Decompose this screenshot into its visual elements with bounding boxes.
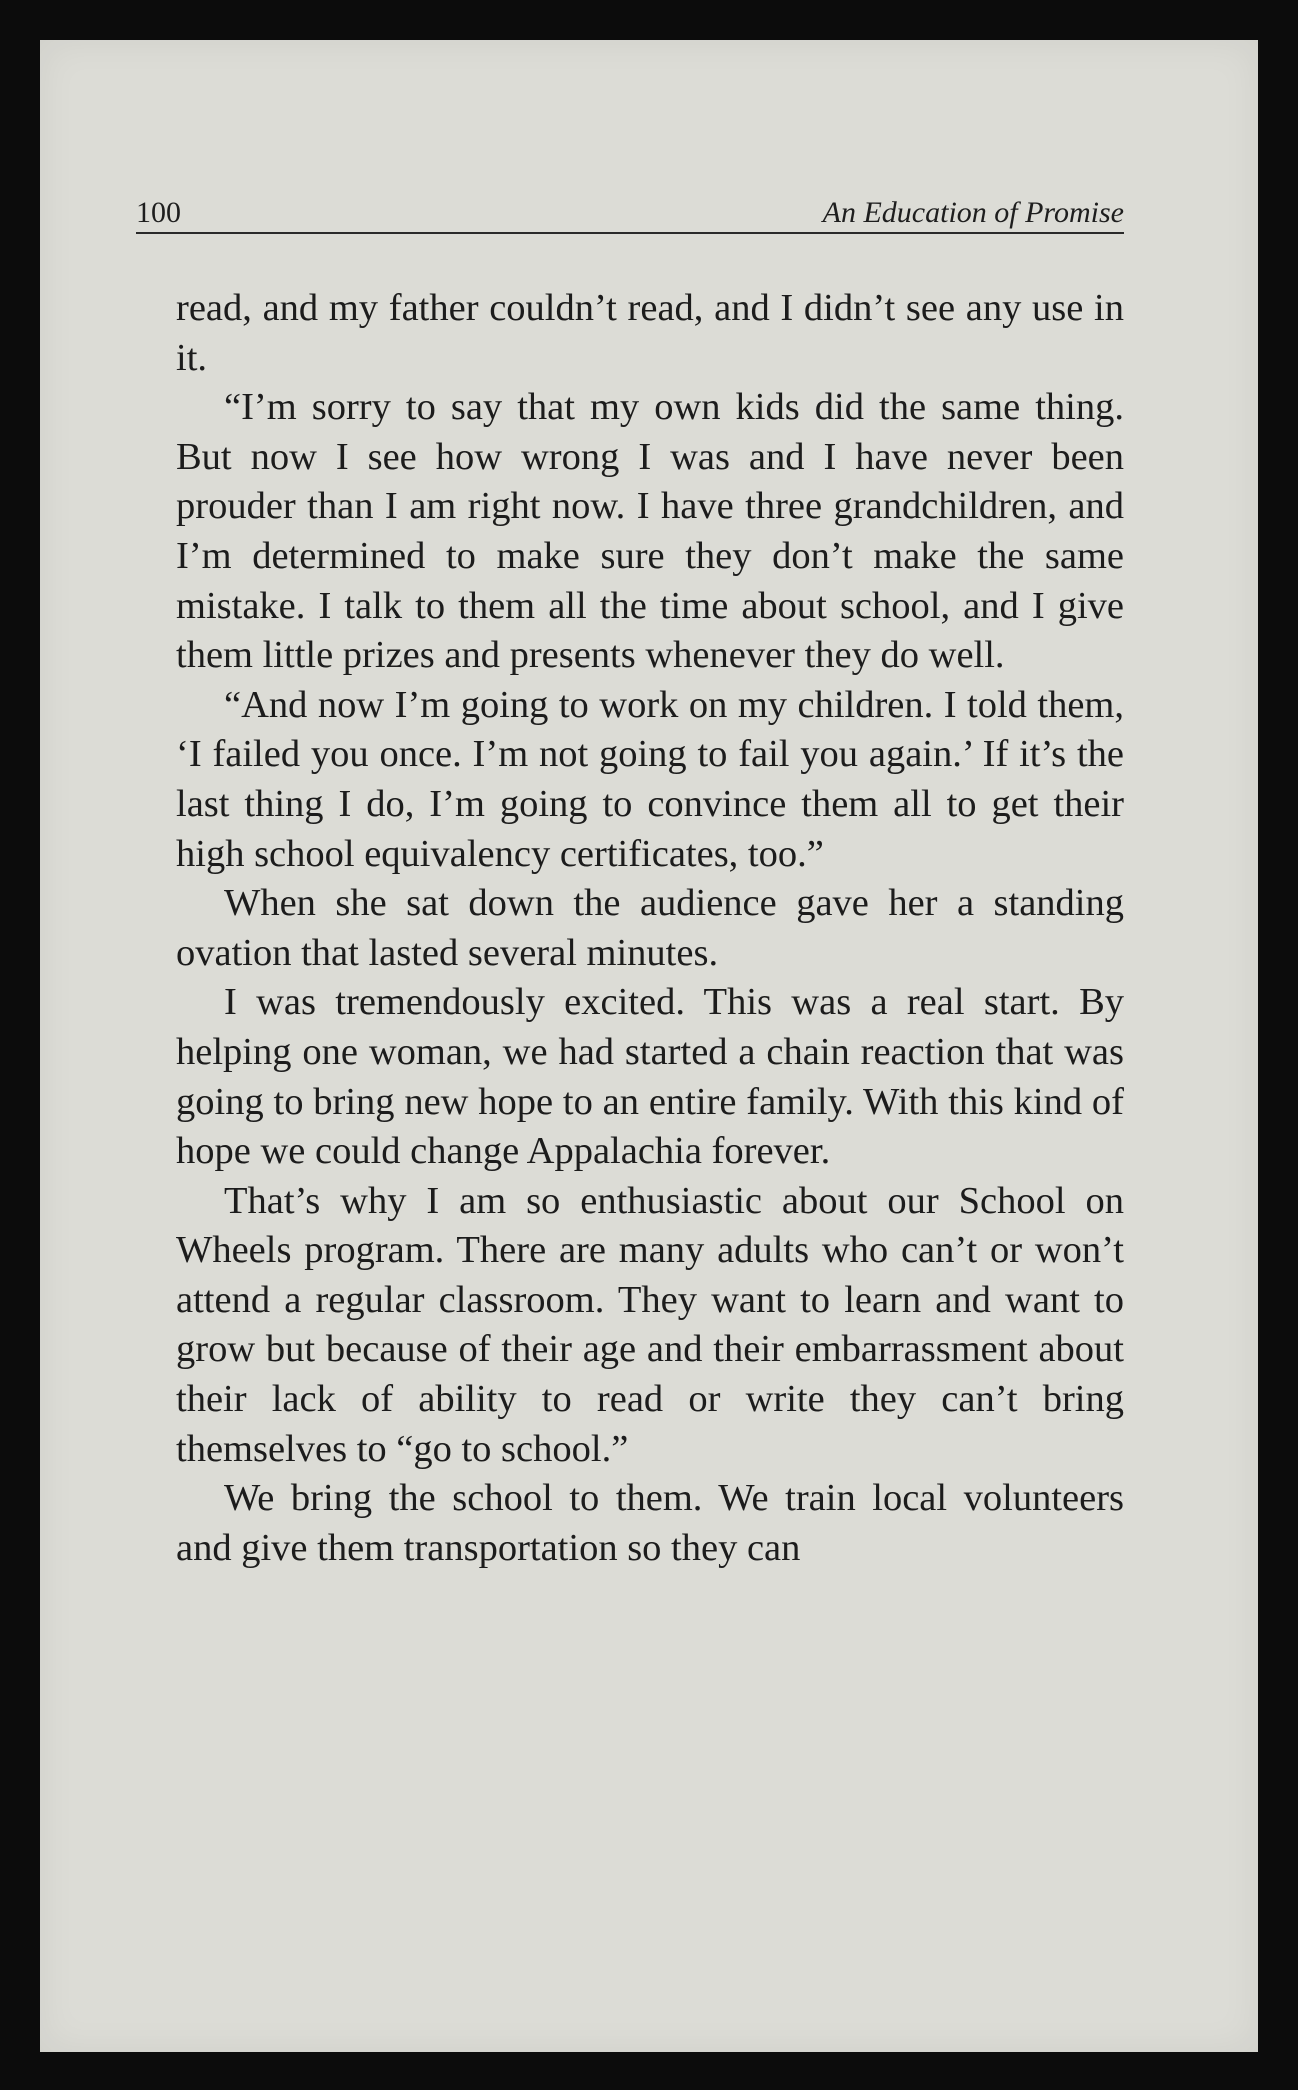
paragraph: I was tremendously excited. This was a real start. By helping one woman, we had started a chain reaction that was going to bring new hope to an entire family. With this kind of hope we could change Appalachia forever. <box>176 981 1124 1173</box>
paragraph: read, and my father couldn’t read, and I didn’t see any use in it. <box>176 287 1124 379</box>
paragraph: That’s why I am so enthusiastic about our School on Wheels program. There are many adults who can’t or won’t attend a regular classroom. They want to learn and want to grow but because of their age and their embarrassment about their lack of ability to read or write they can’t bring themselves to “go to school.” <box>176 1179 1124 1470</box>
page-number: 100 <box>136 196 181 229</box>
body-text <box>176 284 1124 1573</box>
paragraph: “And now I’m going to work on my children. I told them, ‘I failed you once. I’m not going to fail you again.’ If it’s the last thing I do, I’m going to convince them all to get their high school equivalency certificates, too.” <box>176 683 1124 875</box>
running-title: An Education of Promise <box>822 196 1124 229</box>
paragraph: When she sat down the audience gave her a standing ovation that lasted several minutes. <box>176 882 1124 974</box>
paragraph: We bring the school to them. We train local volunteers and give them transportation so they can <box>176 1477 1124 1569</box>
page-header <box>136 190 1124 234</box>
paragraph: “I’m sorry to say that my own kids did the same thing. But now I see how wrong I was and I have never been prouder than I am right now. I have three grandchildren, and I’m determined to make sure they don’t make the same mistake. I talk to them all the time about school, and I give them little prizes and presents whenever they do well. <box>176 386 1124 677</box>
